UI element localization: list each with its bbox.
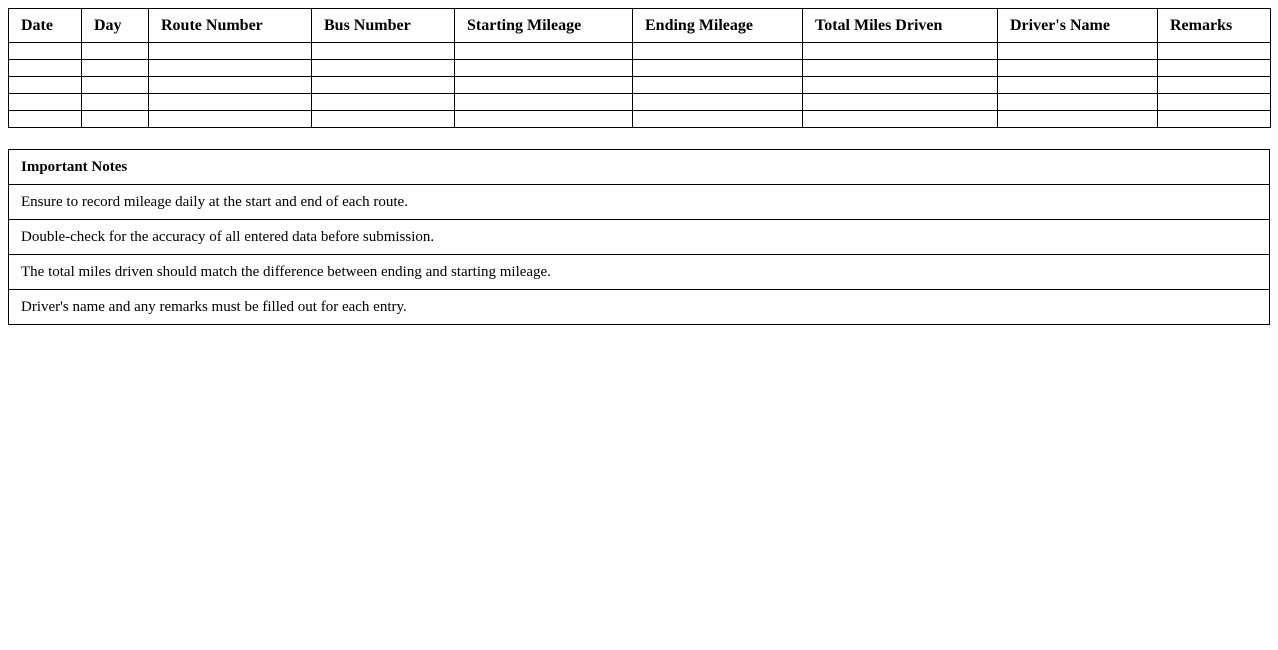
table-cell[interactable] bbox=[149, 43, 312, 60]
table-cell[interactable] bbox=[82, 111, 149, 128]
table-row bbox=[9, 60, 1271, 77]
notes-heading-row bbox=[9, 150, 1270, 185]
note-row bbox=[9, 185, 1270, 220]
table-cell[interactable] bbox=[1158, 77, 1271, 94]
column-header-starting-mileage: Starting Mileage bbox=[455, 9, 633, 43]
table-cell[interactable] bbox=[9, 111, 82, 128]
table-cell[interactable] bbox=[455, 43, 633, 60]
table-cell[interactable] bbox=[149, 94, 312, 111]
column-header-date: Date bbox=[9, 9, 82, 43]
note-text: Ensure to record mileage daily at the start and end of each route. bbox=[9, 185, 1270, 220]
table-cell[interactable] bbox=[82, 77, 149, 94]
column-header-remarks: Remarks bbox=[1158, 9, 1271, 43]
table-cell[interactable] bbox=[149, 60, 312, 77]
table-cell[interactable] bbox=[803, 43, 998, 60]
table-cell[interactable] bbox=[1158, 60, 1271, 77]
table-cell[interactable] bbox=[633, 77, 803, 94]
table-cell[interactable] bbox=[455, 60, 633, 77]
table-cell[interactable] bbox=[455, 94, 633, 111]
column-header-day: Day bbox=[82, 9, 149, 43]
table-cell[interactable] bbox=[455, 111, 633, 128]
table-row bbox=[9, 43, 1271, 60]
table-cell[interactable] bbox=[9, 43, 82, 60]
column-header-ending-mileage: Ending Mileage bbox=[633, 9, 803, 43]
table-cell[interactable] bbox=[998, 94, 1158, 111]
table-cell[interactable] bbox=[803, 94, 998, 111]
table-cell[interactable] bbox=[312, 94, 455, 111]
table-cell[interactable] bbox=[9, 77, 82, 94]
table-cell[interactable] bbox=[82, 60, 149, 77]
column-header-bus-number: Bus Number bbox=[312, 9, 455, 43]
note-text: The total miles driven should match the difference between ending and starting mileage. bbox=[9, 255, 1270, 290]
note-row bbox=[9, 255, 1270, 290]
column-header-route-number: Route Number bbox=[149, 9, 312, 43]
table-row bbox=[9, 77, 1271, 94]
table-cell[interactable] bbox=[1158, 94, 1271, 111]
note-text: Double-check for the accuracy of all entered data before submission. bbox=[9, 220, 1270, 255]
table-cell[interactable] bbox=[998, 60, 1158, 77]
table-cell[interactable] bbox=[312, 43, 455, 60]
table-cell[interactable] bbox=[312, 111, 455, 128]
table-cell[interactable] bbox=[633, 43, 803, 60]
table-cell[interactable] bbox=[82, 94, 149, 111]
table-cell[interactable] bbox=[998, 77, 1158, 94]
table-cell[interactable] bbox=[998, 43, 1158, 60]
table-cell[interactable] bbox=[149, 111, 312, 128]
table-cell[interactable] bbox=[312, 60, 455, 77]
note-text: Driver's name and any remarks must be filled out for each entry. bbox=[9, 290, 1270, 325]
table-cell[interactable] bbox=[633, 94, 803, 111]
table-row bbox=[9, 94, 1271, 111]
column-header-total-miles-driven: Total Miles Driven bbox=[803, 9, 998, 43]
table-cell[interactable] bbox=[9, 94, 82, 111]
table-header-row bbox=[9, 9, 1271, 43]
table-cell[interactable] bbox=[82, 43, 149, 60]
table-cell[interactable] bbox=[633, 60, 803, 77]
mileage-log-table bbox=[8, 8, 1271, 128]
table-cell[interactable] bbox=[1158, 43, 1271, 60]
table-cell[interactable] bbox=[1158, 111, 1271, 128]
table-cell[interactable] bbox=[803, 60, 998, 77]
table-cell[interactable] bbox=[9, 60, 82, 77]
note-row bbox=[9, 290, 1270, 325]
notes-heading: Important Notes bbox=[9, 150, 1270, 185]
table-row bbox=[9, 111, 1271, 128]
table-cell[interactable] bbox=[633, 111, 803, 128]
table-cell[interactable] bbox=[803, 111, 998, 128]
column-header-drivers-name: Driver's Name bbox=[998, 9, 1158, 43]
note-row bbox=[9, 220, 1270, 255]
table-cell[interactable] bbox=[998, 111, 1158, 128]
table-cell[interactable] bbox=[455, 77, 633, 94]
important-notes-table bbox=[8, 149, 1270, 325]
table-cell[interactable] bbox=[312, 77, 455, 94]
table-cell[interactable] bbox=[149, 77, 312, 94]
table-cell[interactable] bbox=[803, 77, 998, 94]
